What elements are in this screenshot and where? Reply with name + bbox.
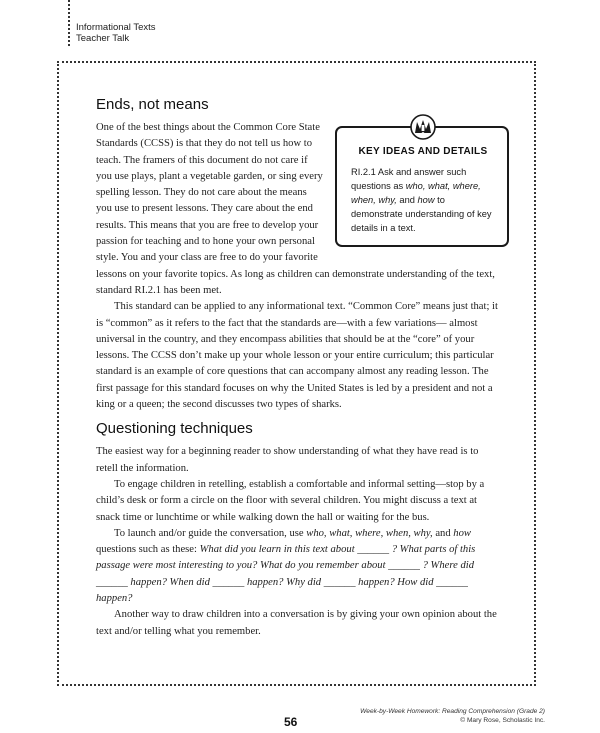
footer-credit [360, 707, 545, 725]
header-section-title: Informational Texts [76, 22, 156, 33]
paragraph-ends-not-means-1: One of the best things about the Common Core State Standards (CCSS) is that they do not tell us how to teach. The framers of this document do not care if you use plays, plant a vegetable garden, or sing every spelling lesson. They do not care about the means you use to present lessons. They care about the end results. This means that you are free to develop your passion for teaching and to hone your own personal style. You and your class are free to do your favorite lessons on your favorite topics. As long as children can demonstrate understanding of the text, standard RI.2.1 has been met. [96, 122, 495, 296]
standard-ri-2-1-text: RI.2.1 Ask and answer such questions as who, what, where, when, why, and how to demonstrate understanding of key details in a text. [351, 167, 492, 233]
paragraph-questioning-1: The easiest way for a beginning reader to show understanding of what they have read is to retell the information. [96, 446, 479, 474]
key-ideas-title: KEY IDEAS AND DETAILS [358, 146, 488, 157]
main-content [96, 96, 498, 640]
header-subtitle: Teacher Talk [76, 33, 130, 44]
book-title-credit: Week-by-Week Homework: Reading Comprehension (Grade 2) [360, 708, 545, 715]
standard-badge-icon [410, 114, 436, 140]
key-ideas-box [335, 126, 509, 247]
paragraph-questioning-4: Another way to draw children into a conversation is by giving your own opinion about the text and/or telling what you remember. [96, 609, 497, 637]
header-dotted-rule [68, 0, 70, 46]
page-number: 56 [284, 715, 298, 729]
section-heading-ends-not-means: Ends, not means [96, 96, 209, 113]
paragraph-questioning-2: To engage children in retelling, establish a comfortable and informal setting—stop by a child’s desk or form a circle on the floor with several children. You might discuss a text at snack time or lunchtime or while walking down the hall or waiting for the bus. [96, 478, 485, 523]
running-header [76, 22, 156, 44]
paragraph-questioning-3: To launch and/or guide the conversation, use who, what, where, when, why, and how questions such as these: What did you learn in this text about ______ ? What parts of this passage were most interesting to you? What do you remember about ______ ? Where did ______ happen? When did ______ happen? Why did ______ happen? How did ______ happen? [96, 527, 476, 605]
copyright-credit: © Mary Rose, Scholastic Inc. [460, 717, 545, 724]
section-heading-questioning-techniques: Questioning techniques [96, 420, 253, 438]
paragraph-ends-not-means-2: This standard can be applied to any informational text. “Common Core” means just that; it is “common” as it refers to the fact that the standards are—with a few variations— almost universal in the country, and they encompass abilities that should be at the “core” of your lessons. The CCSS don’t make up your whole lesson or your entire curriculum; this particular standard is an example of core questions that can accompany almost any reading lesson. The first passage for this standard focuses on why the United States is led by a president and not a king or a queen; the second discusses two types of sharks. [96, 301, 498, 411]
